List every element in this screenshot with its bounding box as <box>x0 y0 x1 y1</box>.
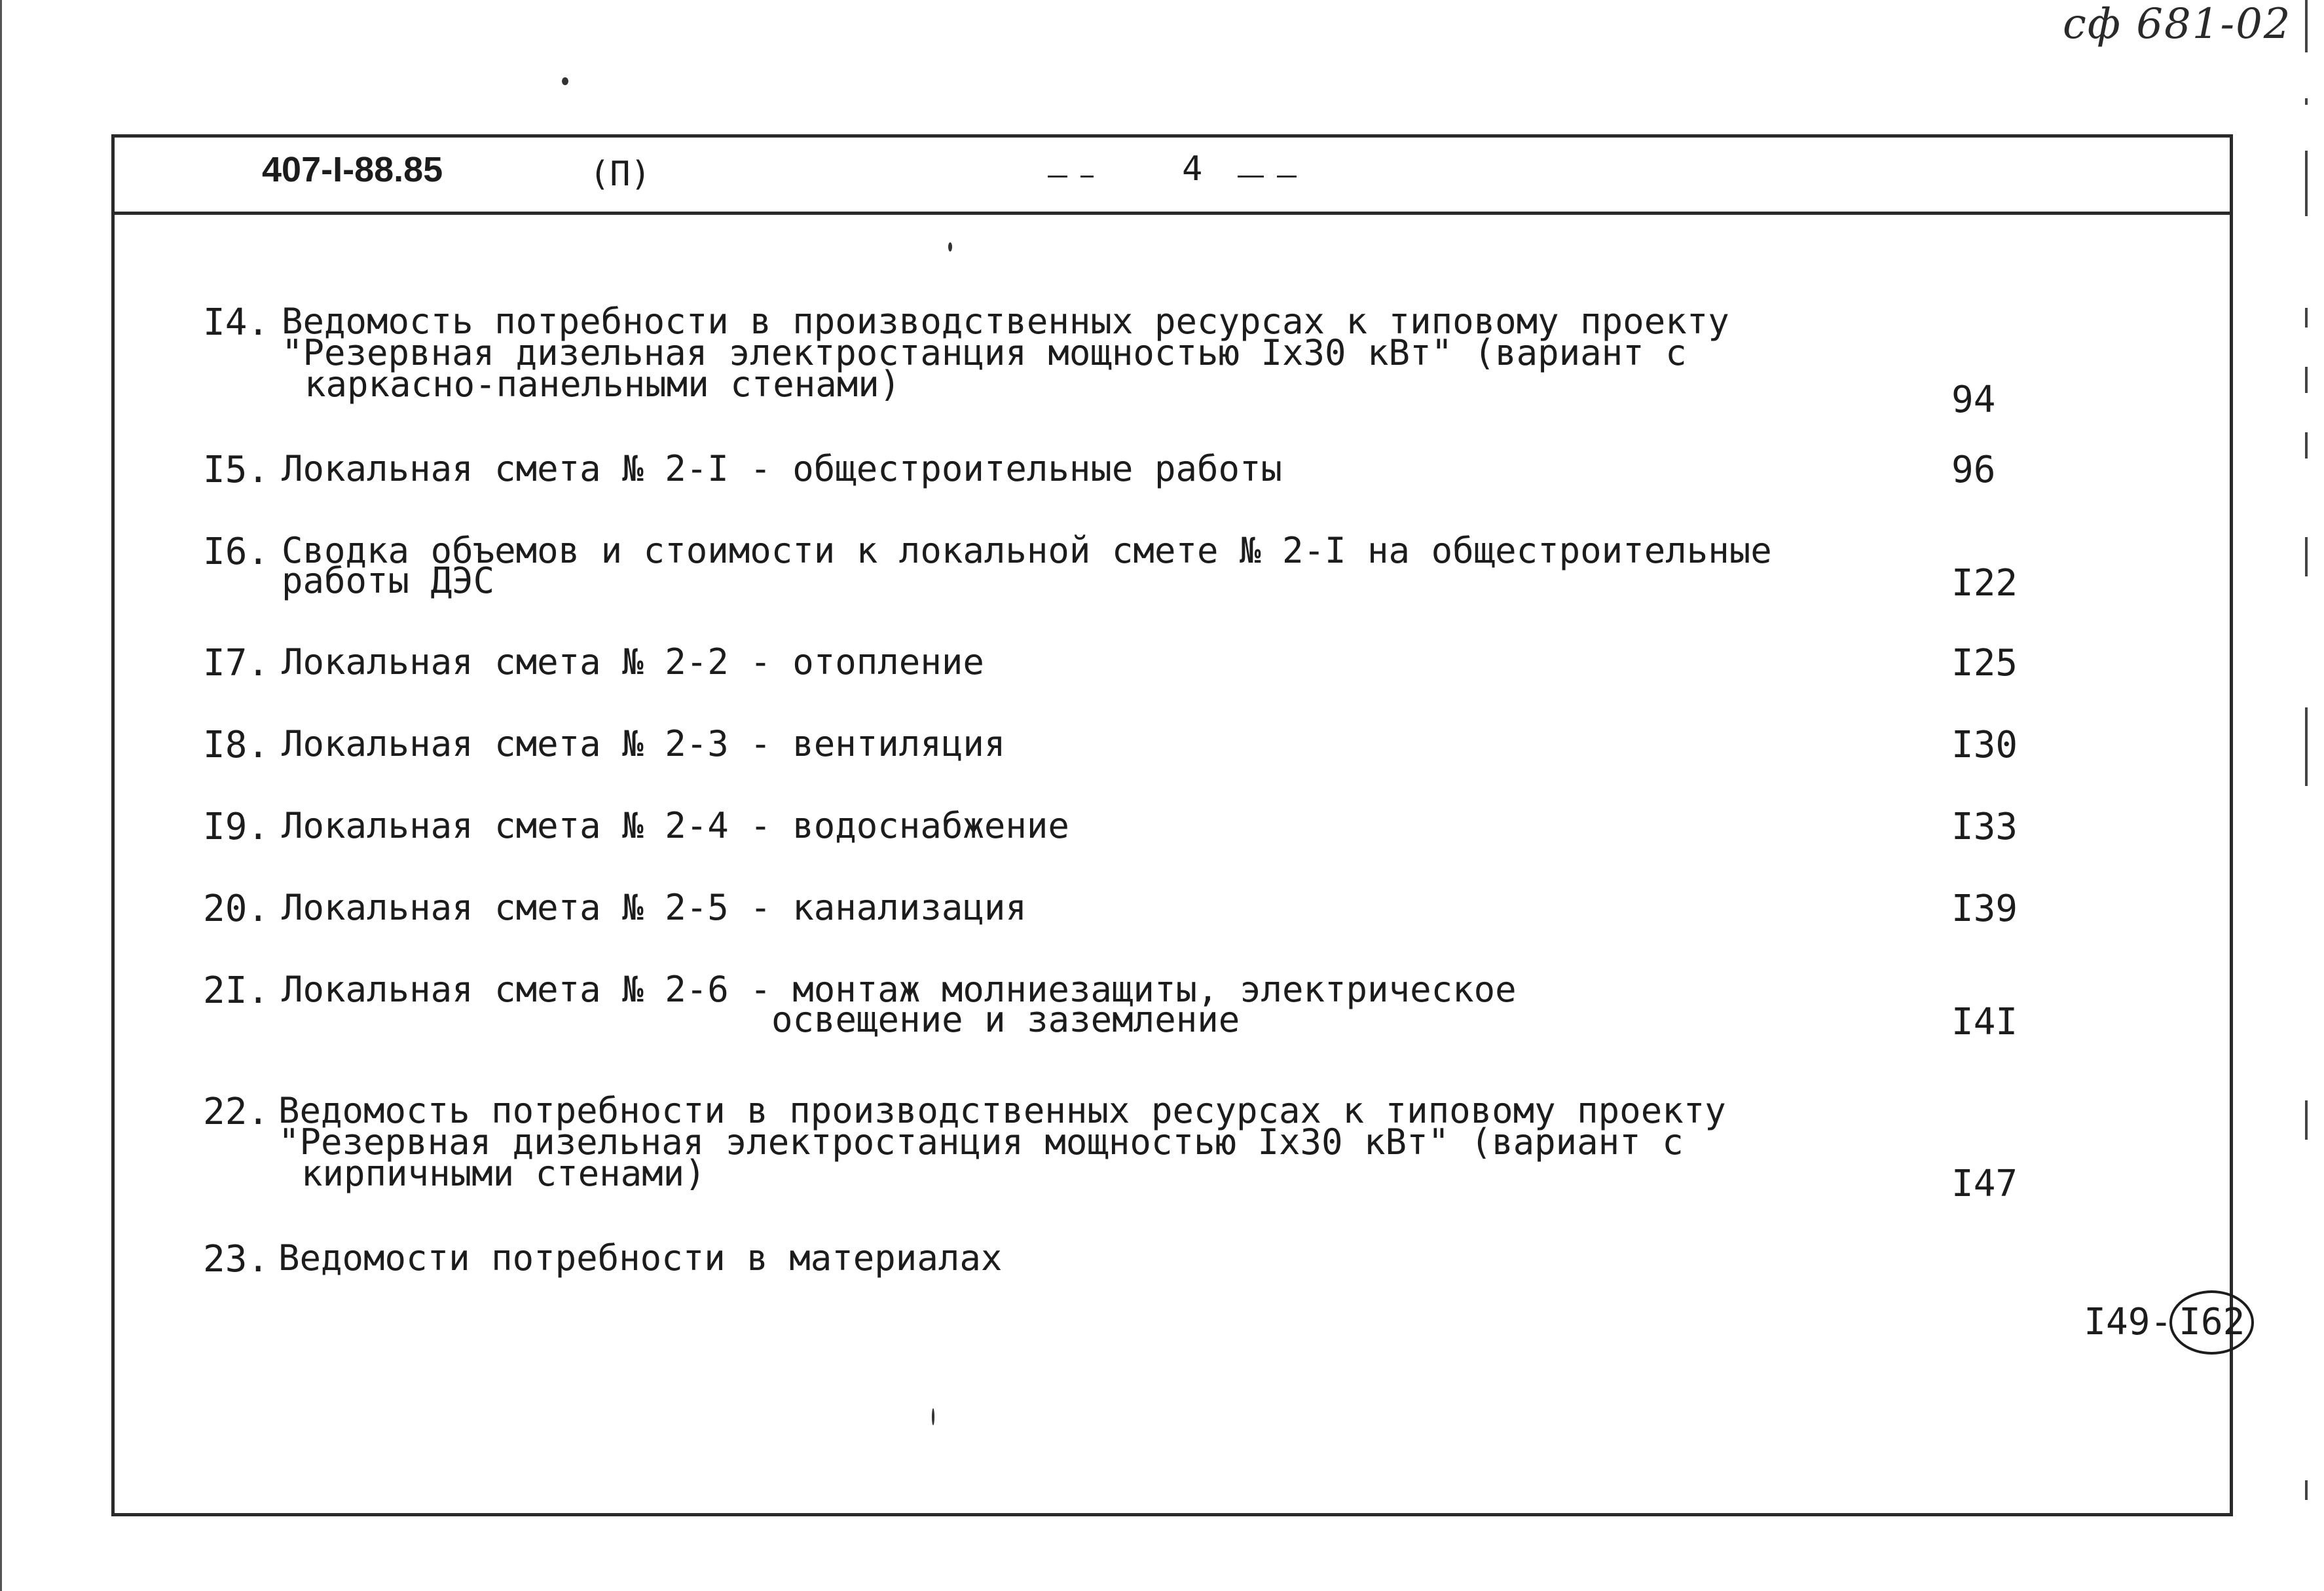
entry-title-line: "Резервная дизельная электростанция мощностью Iх30 кВт" (вариант с <box>278 1121 1684 1163</box>
document-code: 407-I-88.85 <box>262 150 443 189</box>
entry-number: I8. <box>203 724 270 766</box>
entry-number: I4. <box>203 301 270 344</box>
entry-title-line: Сводка объемов и стоимости к локальной смете № 2-I на общестроительные <box>282 530 1772 571</box>
entry-page: I25 <box>1951 642 2018 684</box>
entry-title-line: работы ДЭС <box>282 560 495 601</box>
entry-title-line: Локальная смета № 2-3 - вентиляция <box>282 723 1006 764</box>
dash-mark <box>1277 176 1297 178</box>
entry-title-line: Ведомость потребности в производственных ресурсах к типовому проекту <box>282 301 1729 342</box>
entry-page: I22 <box>1951 562 2018 605</box>
entry-number: 22. <box>203 1091 270 1133</box>
dash-mark <box>1238 176 1264 178</box>
entry-page: 94 <box>1951 379 1996 421</box>
page-number: 4 <box>1182 149 1203 189</box>
entry-title-line: освещение и заземление <box>771 999 1240 1040</box>
title-block <box>115 138 2230 215</box>
entry-page-range <box>1951 1231 2254 1413</box>
handwritten-archive-code: сф 681-02 <box>2063 0 2292 48</box>
sheet-mark: (П) <box>589 155 651 194</box>
circled-page-end: I62 <box>2169 1290 2254 1355</box>
entry-number: I5. <box>203 449 270 491</box>
entry-title-line: Локальная смета № 2-2 - отопление <box>282 641 984 683</box>
entry-title-line: "Резервная дизельная электростанция мощностью Iх30 кВт" (вариант с <box>282 332 1687 373</box>
document-frame <box>111 134 2245 1516</box>
scan-right-edge-marks <box>2305 0 2312 1591</box>
entry-page: I30 <box>1951 724 2018 766</box>
entry-title-line: каркасно-панельными стенами) <box>304 364 901 405</box>
entry-page: I39 <box>1951 888 2018 930</box>
entry-title-line: Локальная смета № 2-I - общестроительные работы <box>282 448 1283 489</box>
entry-number: I9. <box>203 806 270 848</box>
scan-speck <box>562 77 568 85</box>
dash-mark <box>1080 176 1094 178</box>
entry-page: I4I <box>1951 1001 2018 1043</box>
entry-number: I6. <box>203 531 270 573</box>
entry-number: I7. <box>203 642 270 684</box>
entry-title-line: Ведомости потребности в материалах <box>278 1237 1003 1279</box>
entry-number: 20. <box>203 888 270 930</box>
entry-page: I47 <box>1951 1163 2018 1205</box>
entry-title-line: Ведомость потребности в производственных ресурсах к типовому проекту <box>278 1090 1726 1131</box>
entry-page: 96 <box>1951 449 1996 491</box>
scan-left-edge <box>0 0 2 1591</box>
entry-title-line: Локальная смета № 2-6 - монтаж молниезащиты, электрическое <box>282 969 1517 1010</box>
entry-title-line: Локальная смета № 2-4 - водоснабжение <box>282 805 1069 846</box>
dash-mark <box>1048 176 1067 178</box>
entry-number: 23. <box>203 1238 270 1281</box>
entry-title-line: Локальная смета № 2-5 - канализация <box>282 887 1027 928</box>
entry-number: 2I. <box>203 969 270 1012</box>
entry-page-start: I49- <box>2084 1301 2173 1343</box>
entry-title-line: кирпичными стенами) <box>301 1153 706 1194</box>
entry-page: I33 <box>1951 806 2018 848</box>
